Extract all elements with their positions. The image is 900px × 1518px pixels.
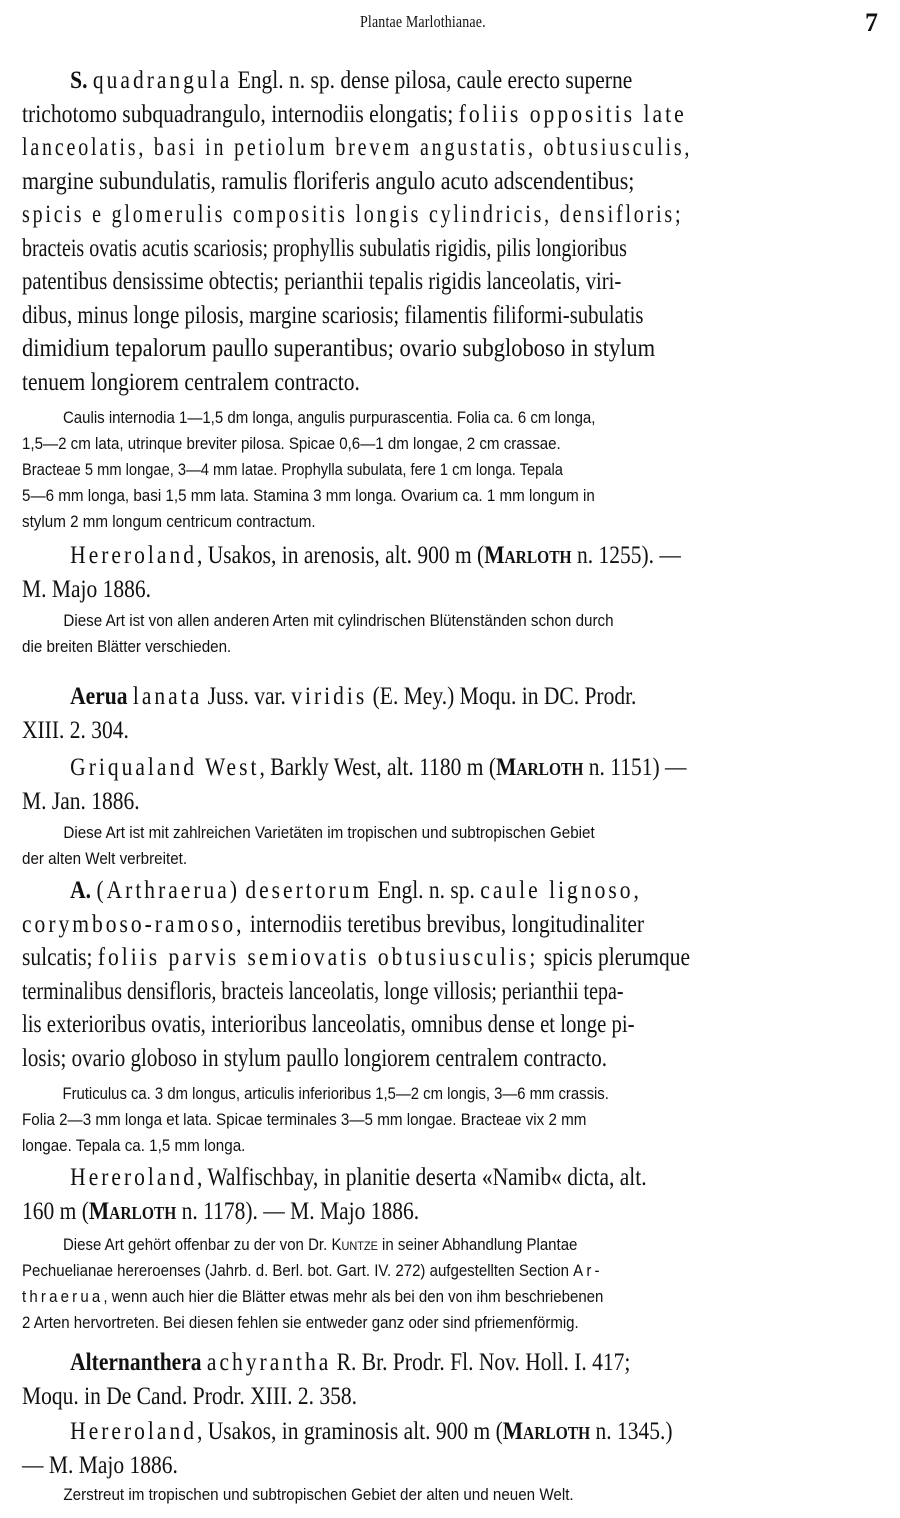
epithet: quadrangula <box>92 67 233 94</box>
description-line: bracteis ovatis acutis scariosis; prophyllis subulatis rigidis, pilis longioribus <box>22 234 627 262</box>
remark-line <box>22 1284 803 1310</box>
collector-number: n. 1178). — M. Majo 1886. <box>176 1197 420 1225</box>
description-line: losis; ovario globoso in stylum paullo longiorem centralem contracto. <box>22 1044 607 1072</box>
description-text-spaced: foliis oppositis late <box>458 100 687 128</box>
description-line: dibus, minus longe pilosis, margine scariosis; filamentis filiformi-subulatis <box>22 301 644 329</box>
collector-name: Marloth <box>496 754 584 781</box>
species-a-desertorum <box>22 874 880 1336</box>
remark-text: , wenn auch hier die Blätter etwas mehr als bei den von ihm beschriebenen <box>103 1288 604 1306</box>
locality-line <box>22 751 760 785</box>
description-line: dense pilosa, caule erecto superne <box>340 67 633 94</box>
description-text: trichotomo subquadrangulo, internodiis elongatis; <box>22 100 454 128</box>
description-text-spaced: foliis parvis semiovatis obtusiusculis; <box>97 944 539 971</box>
remark-line: Zerstreut im tropischen und subtropischen Gebiet der alten und neuen Welt. <box>63 1486 574 1504</box>
locality-text: , Walfischbay, in planitie deserta «Namib« dicta, alt. <box>196 1164 647 1191</box>
author-reference: (E. Mey.) Moqu. in DC. Prodr. <box>372 683 637 710</box>
page-number: 7 <box>865 8 878 37</box>
collector-number: n. 1345.) <box>590 1418 673 1445</box>
note-line: Fruticulus ca. 3 dm longus, articulis inferioribus 1,5—2 cm longis, 3—6 mm crassis. <box>62 1085 609 1103</box>
collector-number: n. 1255). — <box>571 542 681 569</box>
description-line: dimidium tepalorum paullo superantibus; ovario subgloboso in stylum <box>22 335 656 362</box>
subgenus: (Arthraerua) <box>96 877 240 904</box>
description-line <box>22 908 760 942</box>
locality-region: Hereroland <box>70 542 197 569</box>
description-line: lis exterioribus ovatis, interioribus lanceolatis, omnibus dense et longe pi- <box>22 1011 635 1038</box>
author: Juss. var. <box>207 683 286 710</box>
remark-line: 2 Arten hervortreten. Bei diesen fehlen sie entweder ganz oder sind pfriemenförmig. <box>22 1314 579 1332</box>
note-line: Folia 2—3 mm longa et lata. Spicae terminales 3—5 mm longae. Bracteae vix 2 mm <box>22 1111 587 1129</box>
remark-line: Diese Art ist mit zahlreichen Varietäten im tropischen und subtropischen Gebiet <box>63 824 595 842</box>
locality-date <box>22 1195 760 1229</box>
author: Engl. n. sp. <box>237 67 335 94</box>
description-line <box>22 98 764 132</box>
collector-name: Marloth <box>484 542 572 569</box>
locality-region: Hereroland <box>70 1164 197 1191</box>
running-title: Plantae Marlothianae. <box>360 12 486 31</box>
locality-text: , Barkly West, alt. 1180 m ( <box>259 754 497 781</box>
author: Engl. n. sp. <box>377 877 475 904</box>
collector-name: Marloth <box>502 1418 591 1445</box>
description-text: internodiis teretibus brevibus, longitudinaliter <box>249 910 645 938</box>
note-line: Bracteae 5 mm longae, 3—4 mm latae. Prophylla subulata, fere 1 cm longa. Tepala <box>22 461 563 479</box>
description-line: lanceolatis, basi in petiolum brevem angustatis, obtusiusculis, <box>22 134 693 161</box>
species-alternanthera <box>22 1346 880 1508</box>
collector-name: Marloth <box>88 1197 177 1225</box>
note-line: 5—6 mm longa, basi 1,5 mm lata. Stamina 3 mm longa. Ovarium ca. 1 mm longum in <box>22 487 595 505</box>
description-line: spicis e glomerulis compositis longis cylindricis, densifloris; <box>22 201 684 228</box>
locality-region: Griqualand West <box>70 754 260 781</box>
genus-abbrev: A. <box>70 877 92 904</box>
description-text: sulcatis; <box>22 944 93 971</box>
locality-altitude: 160 m ( <box>22 1197 89 1225</box>
remark-section-name: thraerua <box>22 1288 104 1306</box>
note-line: Caulis internodia 1—1,5 dm longa, angulis purpurascentia. Folia ca. 6 cm longa, <box>62 409 596 427</box>
species-s-quadrangula <box>22 64 880 660</box>
remark-line: der alten Welt verbreitet. <box>22 850 188 868</box>
species-heading <box>22 680 760 714</box>
remark-text: Pechuelianae hereroenses (Jahrb. d. Berl. bot. Gart. IV. 272) aufgestellten Section <box>22 1262 569 1280</box>
variety: viridis <box>291 683 368 710</box>
remark-section-name: Ar- <box>573 1262 603 1280</box>
locality-line <box>22 1415 760 1449</box>
description-line: patentibus densissime obtectis; perianthii tepalis rigidis lanceolatis, viri- <box>22 268 622 295</box>
genus: Alternanthera <box>70 1349 202 1376</box>
note-line: stylum 2 mm longum centricum contractum. <box>22 513 316 531</box>
description-text: spicis plerumque <box>543 944 690 971</box>
species-heading <box>22 1346 760 1380</box>
remark-line <box>22 1232 803 1258</box>
epithet: lanata <box>132 683 203 710</box>
description-line: margine subundulatis, ramulis floriferis angulo acuto adscendentibus; <box>22 167 635 195</box>
remark-line: Diese Art ist von allen anderen Arten mit cylindrischen Blütenständen schon durch <box>63 612 614 630</box>
locality-date: M. Jan. 1886. <box>22 787 140 815</box>
epithet: desertorum <box>245 877 373 904</box>
note-line: longae. Tepala ca. 1,5 mm longa. <box>22 1137 246 1155</box>
locality-text: , Usakos, in graminosis alt. 900 m ( <box>196 1418 503 1445</box>
species-heading <box>22 64 760 98</box>
species-aerua-lanata <box>22 680 880 872</box>
locality-text: , Usakos, in arenosis, alt. 900 m ( <box>196 542 485 569</box>
description-line <box>22 941 760 975</box>
note-line: 1,5—2 cm lata, utrinque breviter pilosa. Spicae 0,6—1 dm longae, 2 cm crassae. <box>22 435 561 453</box>
genus-abbrev: S. <box>70 67 88 94</box>
reference-line: Moqu. in De Cand. Prodr. XIII. 2. 358. <box>22 1382 358 1410</box>
remark-line: die breiten Blätter verschieden. <box>22 638 232 656</box>
locality-line <box>22 539 760 573</box>
locality-date: — M. Majo 1886. <box>22 1451 178 1479</box>
remark-text: in seiner Abhandlung Plantae <box>382 1236 578 1254</box>
description-line: terminalibus densifloris, bracteis lanceolatis, longe villosis; perianthii tepa- <box>22 977 624 1005</box>
locality-date: M. Majo 1886. <box>22 575 151 603</box>
locality-line <box>22 1161 760 1195</box>
genus: Aerua <box>70 683 128 710</box>
description-text-spaced: caule lignoso, <box>480 877 642 904</box>
species-heading <box>22 874 760 908</box>
reference-line: XIII. 2. 304. <box>22 716 129 744</box>
remark-line <box>22 1258 803 1284</box>
remark-person: Kuntze <box>331 1236 378 1254</box>
page-header <box>0 8 900 38</box>
collector-number: n. 1151) — <box>583 754 687 781</box>
description-line: tenuem longiorem centralem contracto. <box>22 368 360 396</box>
description-text-spaced: corymboso-ramoso, <box>22 910 245 938</box>
remark-text: Diese Art gehört offenbar zu der von Dr. <box>62 1236 328 1254</box>
author: R. Br. Prodr. Fl. Nov. Holl. I. 417; <box>336 1349 631 1376</box>
epithet: achyrantha <box>206 1349 332 1376</box>
locality-region: Hereroland <box>70 1418 197 1445</box>
